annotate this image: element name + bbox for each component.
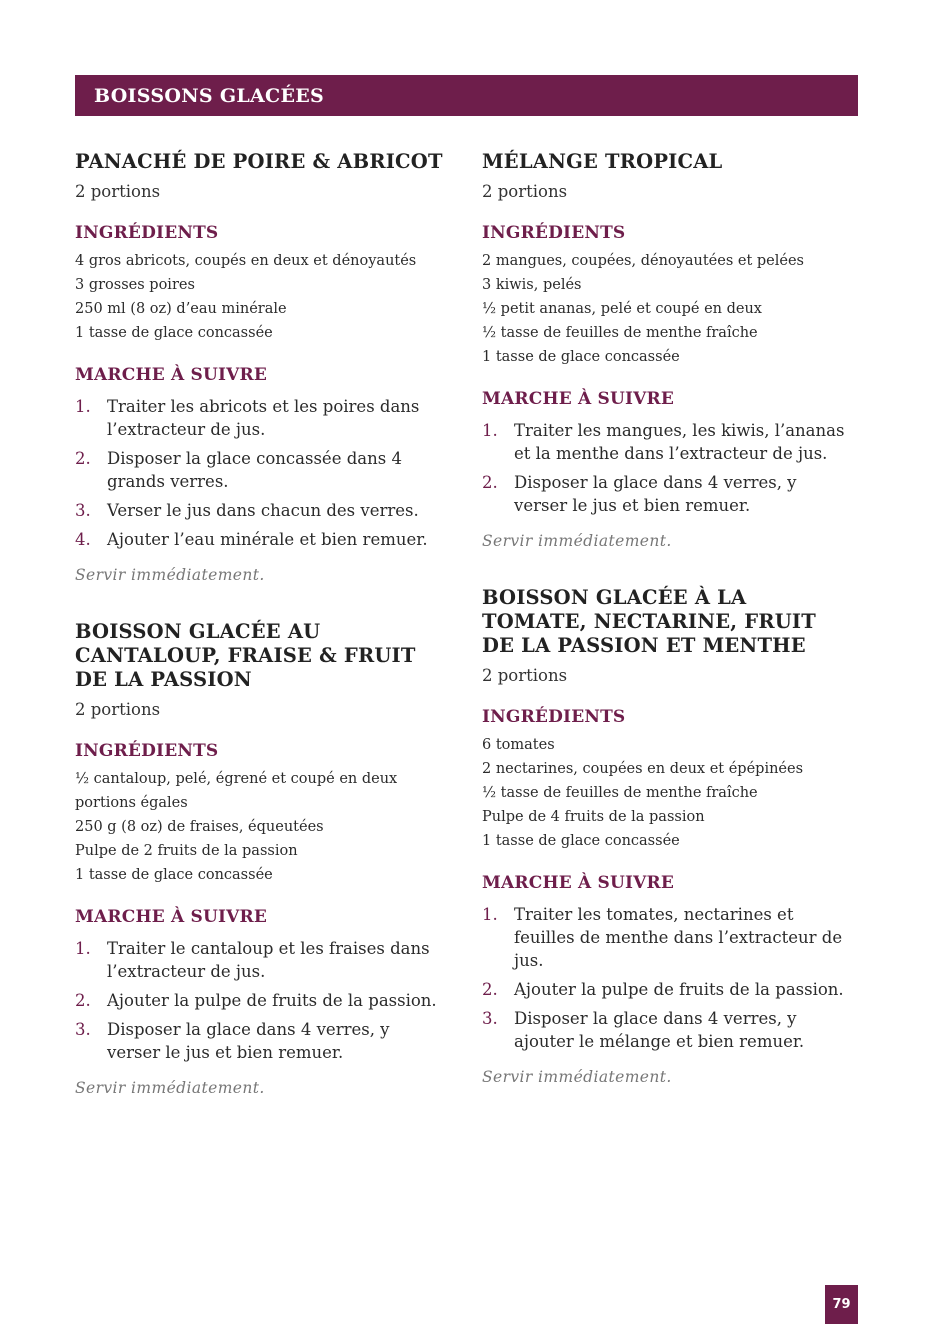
step-text: Verser le jus dans chacun des verres. (107, 501, 419, 520)
step-item (75, 499, 447, 522)
recipe-title: BOISSON GLACÉE AU CANTALOUP, FRAISE & FRUIT DE LA PASSION (75, 620, 416, 691)
step-number: 2. (75, 991, 91, 1010)
ingredients-list (75, 767, 447, 887)
step-text: Ajouter la pulpe de fruits de la passion. (514, 980, 844, 999)
steps-list (75, 395, 447, 551)
ingredient-item: 1 tasse de glace concassée (482, 349, 680, 365)
ingredient-item: 2 mangues, coupées, dénoyautées et pelées (482, 253, 804, 269)
step-item (482, 978, 854, 1001)
section-banner (75, 75, 858, 116)
step-text: Disposer la glace dans 4 verres, y ajouter le mélange et bien remuer. (514, 1009, 805, 1051)
serving-note: Servir immédiatement. (75, 566, 265, 584)
section-title: BOISSONS GLACÉES (94, 84, 325, 107)
step-item (75, 1018, 447, 1064)
left-column (75, 150, 447, 1099)
step-item (75, 937, 447, 983)
ingredient-item: Pulpe de 4 fruits de la passion (482, 809, 705, 825)
steps-heading: MARCHE À SUIVRE (75, 365, 268, 385)
steps-heading: MARCHE À SUIVRE (482, 389, 675, 409)
serving-note: Servir immédiatement. (482, 532, 672, 550)
ingredient-item: 250 ml (8 oz) d’eau minérale (75, 301, 287, 317)
ingredient-item: 1 tasse de glace concassée (75, 325, 273, 341)
recipe-portions: 2 portions (75, 700, 161, 719)
step-number: 3. (482, 1009, 498, 1028)
ingredient-item: 4 gros abricots, coupés en deux et dénoyautés (75, 253, 417, 269)
steps-list (482, 419, 854, 517)
step-number: 4. (75, 530, 91, 549)
recipe-tomate-nectarine (482, 586, 854, 1088)
step-item (75, 447, 447, 493)
step-number: 3. (75, 501, 91, 520)
ingredient-item: ½ tasse de feuilles de menthe fraîche (482, 785, 758, 801)
step-item (482, 1007, 854, 1053)
step-text: Disposer la glace dans 4 verres, y verser le jus et bien remuer. (514, 473, 797, 515)
step-number: 1. (75, 397, 91, 416)
recipe-cantaloup-fraise (75, 620, 447, 1099)
step-number: 1. (482, 905, 498, 924)
steps-heading: MARCHE À SUIVRE (75, 907, 268, 927)
ingredient-item: 1 tasse de glace concassée (482, 833, 680, 849)
steps-list (482, 903, 854, 1053)
step-item (482, 903, 854, 972)
ingredient-item: 2 nectarines, coupées en deux et épépinées (482, 761, 804, 777)
recipe-portions: 2 portions (75, 182, 161, 201)
steps-heading: MARCHE À SUIVRE (482, 873, 675, 893)
ingredient-item: 250 g (8 oz) de fraises, équeutées (75, 819, 324, 835)
ingredients-list (482, 249, 854, 369)
step-text: Traiter les tomates, nectarines et feuilles de menthe dans l’extracteur de jus. (514, 905, 843, 970)
recipe-title: PANACHÉ DE POIRE & ABRICOT (75, 150, 443, 173)
ingredients-list (482, 733, 854, 853)
step-text: Disposer la glace concassée dans 4 grands verres. (107, 449, 402, 491)
serving-note: Servir immédiatement. (75, 1079, 265, 1097)
recipe-title: MÉLANGE TROPICAL (482, 150, 723, 173)
page-number: 79 (825, 1285, 858, 1324)
ingredients-list (75, 249, 447, 345)
step-text: Traiter le cantaloup et les fraises dans l’extracteur de jus. (107, 939, 430, 981)
ingredient-item: ½ petit ananas, pelé et coupé en deux (482, 301, 762, 317)
ingredient-item: ½ tasse de feuilles de menthe fraîche (482, 325, 758, 341)
serving-note: Servir immédiatement. (482, 1068, 672, 1086)
step-text: Ajouter l’eau minérale et bien remuer. (107, 530, 428, 549)
ingredient-item: 1 tasse de glace concassée (75, 867, 273, 883)
recipe-poire-abricot (75, 150, 447, 586)
step-number: 2. (482, 473, 498, 492)
step-number: 3. (75, 1020, 91, 1039)
step-number: 2. (75, 449, 91, 468)
recipe-portions: 2 portions (482, 182, 568, 201)
step-number: 2. (482, 980, 498, 999)
ingredient-item: Pulpe de 2 fruits de la passion (75, 843, 298, 859)
step-text: Ajouter la pulpe de fruits de la passion. (107, 991, 437, 1010)
ingredient-item: ½ cantaloup, pelé, égrené et coupé en deux portions égales (75, 771, 398, 811)
step-number: 1. (75, 939, 91, 958)
ingredients-heading: INGRÉDIENTS (482, 223, 626, 243)
right-column (482, 150, 854, 1088)
step-text: Traiter les mangues, les kiwis, l’ananas et la menthe dans l’extracteur de jus. (514, 421, 845, 463)
recipe-melange-tropical (482, 150, 854, 552)
ingredient-item: 6 tomates (482, 737, 555, 753)
step-item (75, 395, 447, 441)
ingredient-item: 3 kiwis, pelés (482, 277, 582, 293)
ingredients-heading: INGRÉDIENTS (75, 741, 219, 761)
step-item (75, 989, 447, 1012)
step-item (482, 471, 854, 517)
ingredients-heading: INGRÉDIENTS (75, 223, 219, 243)
steps-list (75, 937, 447, 1064)
step-text: Traiter les abricots et les poires dans l’extracteur de jus. (107, 397, 420, 439)
recipe-title: BOISSON GLACÉE À LA TOMATE, NECTARINE, FRUIT DE LA PASSION ET MENTHE (482, 586, 816, 657)
step-item (482, 419, 854, 465)
step-number: 1. (482, 421, 498, 440)
step-text: Disposer la glace dans 4 verres, y verser le jus et bien remuer. (107, 1020, 390, 1062)
ingredient-item: 3 grosses poires (75, 277, 195, 293)
step-item (75, 528, 447, 551)
ingredients-heading: INGRÉDIENTS (482, 707, 626, 727)
recipe-portions: 2 portions (482, 666, 568, 685)
